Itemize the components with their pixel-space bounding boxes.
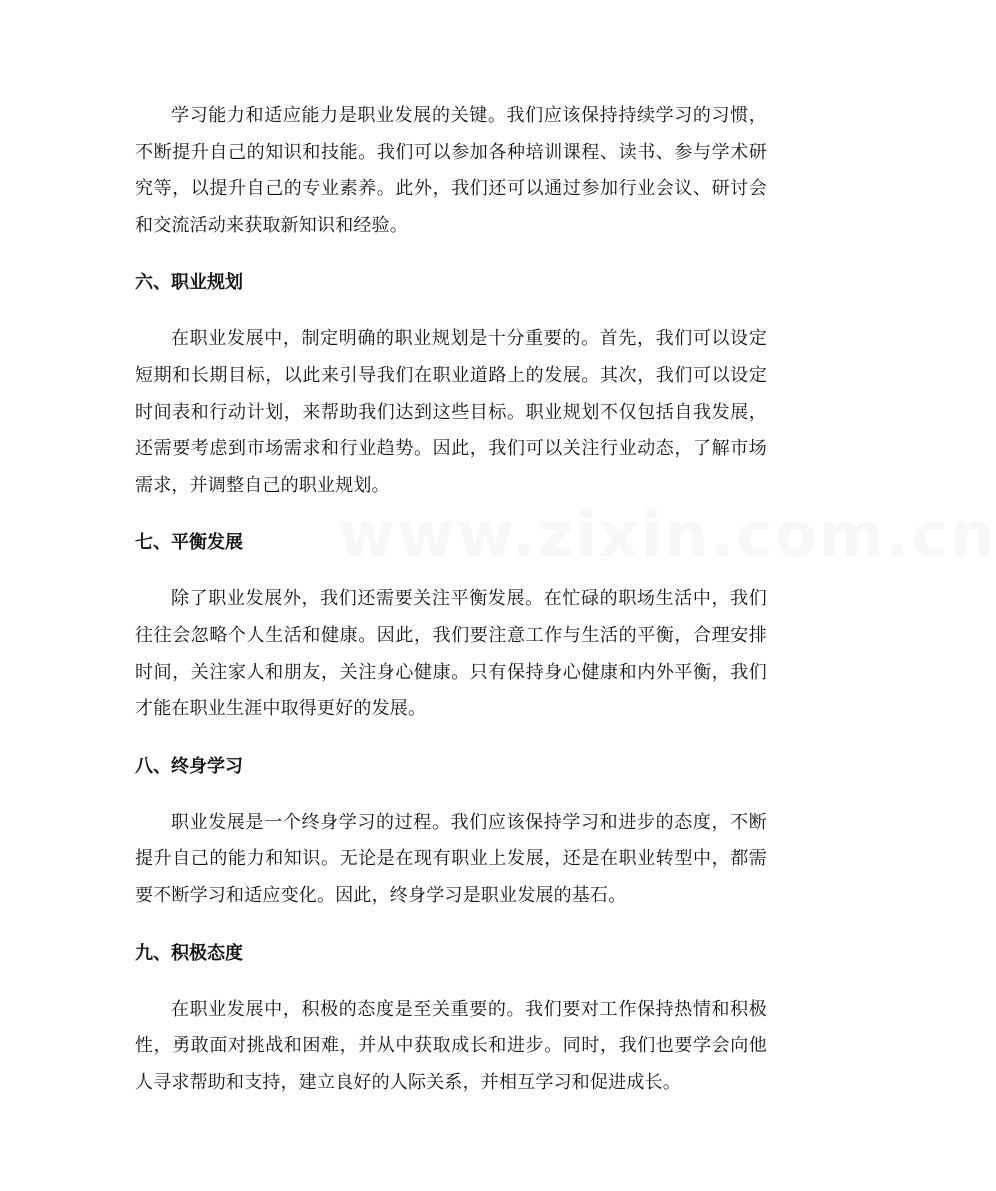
section-paragraph-lifelong-learning: 职业发展是一个终身学习的过程。我们应该保持学习和进步的态度，不断提升自己的能力和知识。无论是在现有职业上发展，还是在职业转型中，都需要不断学习和适应变化。因此，终身学习是职业发展的基石。: [135, 811, 767, 906]
intro-paragraph: 学习能力和适应能力是职业发展的关键。我们应该保持持续学习的习惯，不断提升自己的知识和技能。我们可以参加各种培训课程、读书、参与学术研究等，以提升自己的专业素养。此外，我们还可以通过参加行业会议、研讨会和交流活动来获取新知识和经验。: [135, 105, 767, 236]
section-paragraph-positive-attitude: 在职业发展中，积极的态度是至关重要的。我们要对工作保持热情和积极性，勇敢面对挑战和困难，并从中获取成长和进步。同时，我们也要学会向他人寻求帮助和支持，建立良好的人际关系，并相互学习和促进成长。: [135, 998, 767, 1093]
section-heading-positive-attitude: 九、积极态度: [135, 942, 243, 964]
section-paragraph-balanced-development: 除了职业发展外，我们还需要关注平衡发展。在忙碌的职场生活中，我们往往会忽略个人生活和健康。因此，我们要注意工作与生活的平衡，合理安排时间，关注家人和朋友，关注身心健康。只有保持身心健康和内外平衡，我们才能在职业生涯中取得更好的发展。: [135, 588, 767, 720]
section-heading-lifelong-learning: 八、终身学习: [135, 755, 243, 777]
document-body: [135, 98, 767, 1101]
watermark: www.zixin.com.cn: [338, 498, 996, 571]
section-heading-balanced-development: 七、平衡发展: [135, 532, 243, 554]
section-paragraph-career-planning: 在职业发展中，制定明确的职业规划是十分重要的。首先，我们可以设定短期和长期目标，以此来引导我们在职业道路上的发展。其次，我们可以设定时间表和行动计划，来帮助我们达到这些目标。职业规划不仅包括自我发展，还需要考虑到市场需求和行业趋势。因此，我们可以关注行业动态，了解市场需求，并调整自己的职业规划。: [135, 328, 767, 496]
section-heading-career-planning: 六、职业规划: [135, 272, 243, 294]
